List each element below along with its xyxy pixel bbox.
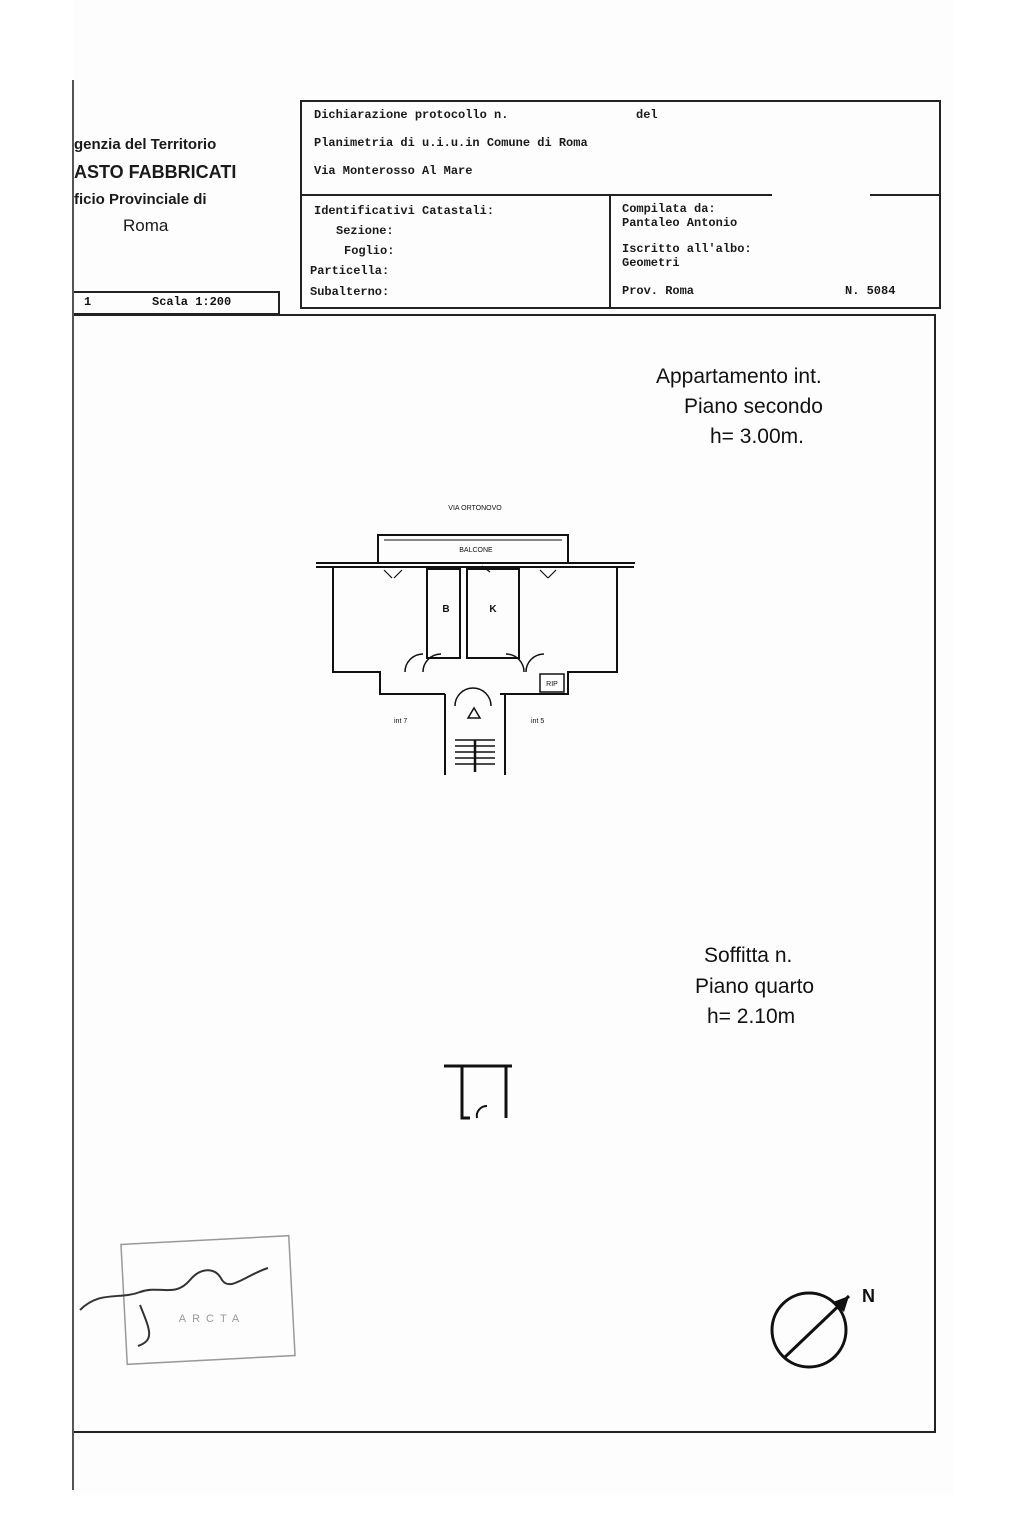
- storage-label: RIP: [546, 681, 558, 688]
- stamp: [80, 1236, 295, 1365]
- page-number: 1: [84, 295, 92, 309]
- del-label: del: [636, 108, 658, 122]
- compass-circle: [772, 1293, 846, 1367]
- floor2-title: Soffitta n.: [704, 944, 793, 967]
- int-left-label: int 7: [394, 718, 408, 725]
- foglio-label: Foglio:: [344, 244, 395, 258]
- north-compass: [772, 1286, 875, 1367]
- subalterno-label: Subalterno:: [310, 285, 390, 299]
- protocol-label: Dichiarazione protocollo n.: [314, 108, 509, 122]
- compilata-label: Compilata da:: [622, 202, 716, 216]
- planimetria-text: Planimetria di u.i.u.in Comune di Roma: [314, 136, 588, 150]
- particella-label: Particella:: [310, 264, 390, 278]
- floor2-height: h= 2.10m: [707, 1005, 796, 1028]
- agency-line-3: ficio Provinciale di: [74, 191, 207, 208]
- numero-label: N. 5084: [845, 284, 896, 298]
- int-right-label: int 5: [531, 718, 545, 725]
- bath-label: B: [442, 604, 450, 615]
- prov-label: Prov. Roma: [622, 284, 695, 298]
- address-text: Via Monterosso Al Mare: [314, 164, 473, 178]
- balcony-label: BALCONE: [459, 547, 493, 554]
- agency-line-1: genzia del Territorio: [74, 136, 217, 153]
- ident-title: Identificativi Catastali:: [314, 204, 495, 218]
- floor1-height: h= 3.00m.: [710, 425, 804, 448]
- floor2-level: Piano quarto: [695, 975, 815, 998]
- stamp-text: ARCTA: [178, 1313, 246, 1325]
- scale-label: Scala 1:200: [152, 295, 232, 309]
- agency-line-2: ASTO FABBRICATI: [74, 162, 237, 182]
- apartment-plan: [316, 505, 635, 775]
- signature: [80, 1268, 268, 1346]
- iscritto-value: Geometri: [622, 256, 680, 270]
- kitchen-label: K: [489, 604, 497, 615]
- sezione-label: Sezione:: [336, 224, 394, 238]
- iscritto-label: Iscritto all'albo:: [622, 242, 752, 256]
- north-label: N: [862, 1286, 875, 1306]
- attic-plan: [444, 1066, 512, 1118]
- compilata-name: Pantaleo Antonio: [622, 216, 738, 230]
- floor1-title: Appartamento int.: [656, 365, 822, 388]
- floor1-level: Piano secondo: [684, 395, 823, 418]
- street-label: VIA ORTONOVO: [448, 505, 502, 512]
- agency-line-4: Roma: [123, 216, 169, 235]
